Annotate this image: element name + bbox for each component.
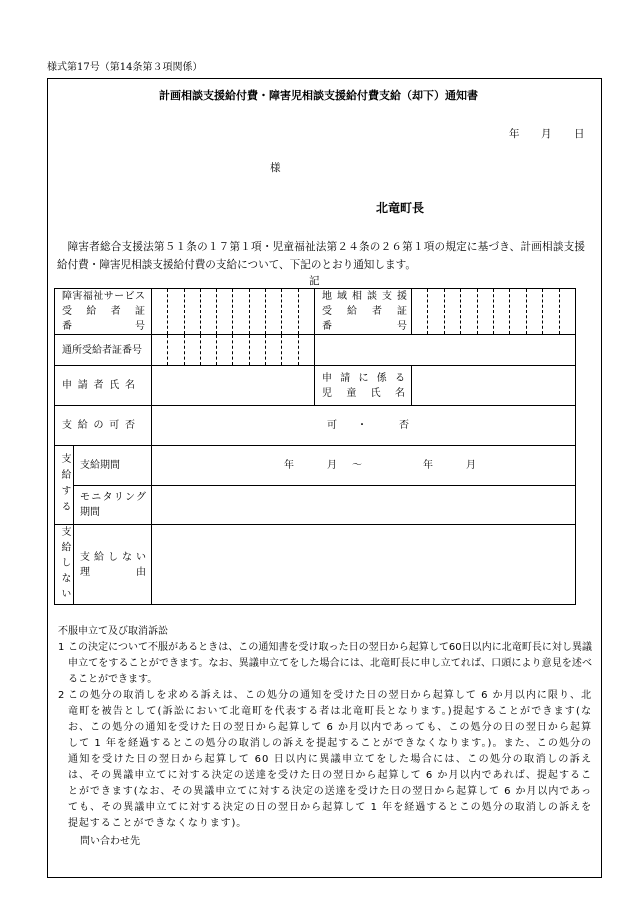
- digit-box: [201, 289, 217, 334]
- deny-group-cell: [55, 525, 74, 604]
- approval-no: 否: [399, 420, 409, 431]
- note-number: 1: [58, 642, 65, 653]
- community-cert-label-line: 地域相談支援: [322, 291, 407, 302]
- blank-cell: [315, 335, 575, 366]
- notice-body: 障害者総合支援法第５１条の１７第１項・児童福祉法第２４条の２６第１項の規定に基づき、計画相談支援給付費・障害児相談支援給付費の支給について、下記のとおり通知します。: [57, 241, 585, 271]
- service-cert-label-line: 番号: [62, 321, 145, 332]
- digit-box: [299, 289, 314, 334]
- community-cert-number-boxes: [412, 289, 575, 335]
- service-cert-label-cell: [55, 289, 152, 335]
- grant-group-label: 支給する: [59, 453, 70, 517]
- monitoring-label-cell: [74, 486, 152, 525]
- community-cert-label-cell: [315, 289, 412, 335]
- period-from-year: 年: [284, 460, 294, 471]
- details-table: [54, 288, 576, 605]
- ki-marker: 記: [309, 275, 320, 287]
- approval-label: 支給の可否: [62, 420, 135, 431]
- notes-heading: 不服申立て及び取消訴訟: [58, 626, 168, 637]
- digit-box: [152, 289, 168, 334]
- digit-box: [217, 289, 233, 334]
- child-label-cell: [315, 366, 412, 406]
- deny-group-label: 支給しない: [59, 525, 70, 604]
- digit-box: [428, 289, 444, 334]
- digit-box: [185, 289, 201, 334]
- digit-box: [494, 289, 510, 334]
- form-number: 様式第17号（第14条第３項関係）: [47, 62, 203, 73]
- service-cert-label-line: 障害福祉サービス: [62, 291, 145, 302]
- period-value-cell: [152, 446, 575, 486]
- appeal-notes: [58, 624, 592, 850]
- note-item: [58, 688, 592, 832]
- digit-box: [233, 335, 249, 365]
- community-cert-label-line: 番号: [322, 321, 407, 332]
- inquiry-label: 問い合わせ先: [80, 836, 140, 847]
- note-item: [58, 640, 592, 688]
- period-label-cell: [74, 446, 152, 486]
- deny-reason-label-line: 支給しない: [80, 551, 146, 563]
- digit-box: [282, 289, 298, 334]
- deny-reason-label-cell: [74, 525, 152, 604]
- approval-label-cell: [55, 406, 152, 446]
- approval-separator: ・: [357, 420, 367, 431]
- period-label: 支給期間: [80, 460, 120, 471]
- digit-box: [461, 289, 477, 334]
- digit-box: [266, 335, 282, 365]
- issuer-name: 北竜町長: [376, 201, 425, 215]
- digit-box: [412, 289, 428, 334]
- service-cert-label-line: 受給者証: [62, 306, 145, 317]
- digit-box: [168, 335, 184, 365]
- digit-box: [266, 289, 282, 334]
- digit-box: [543, 289, 559, 334]
- addressee-suffix: 様: [270, 162, 281, 174]
- applicant-name-value: [152, 366, 315, 406]
- applicant-label-cell: [55, 366, 152, 406]
- digit-box: [217, 335, 233, 365]
- period-to-month: 月: [466, 460, 476, 471]
- digit-box: [185, 335, 201, 365]
- community-cert-label-line: 受給者証: [322, 306, 407, 317]
- digit-box: [233, 289, 249, 334]
- digit-box: [445, 289, 461, 334]
- digit-box: [299, 335, 314, 365]
- service-cert-number-boxes: [152, 289, 315, 335]
- digit-box: [168, 289, 184, 334]
- date-month: 月: [541, 128, 552, 140]
- monitoring-label-line: モニタリング: [80, 492, 146, 503]
- child-name-value: [412, 366, 575, 406]
- digit-box: [152, 335, 168, 365]
- approval-yes: 可: [327, 420, 337, 431]
- digit-box: [250, 335, 266, 365]
- approval-value-cell: [152, 406, 575, 446]
- digit-box: [527, 289, 543, 334]
- note-text: この処分の取消しを求める訴えは、この処分の通知を受けた日の翌日から起算して 6 か月以内に限り、北竜町を被告として(訴訟において北竜町を代表する者は北竜町長となります。)提起することができます(なお、この処分の通知を受けた日の翌日から起算して 6 か月以内であっても、この処分の日の翌日から起算して 1 年を経過するとこの処分の取消しの訴えを提起することができなくなります。)。また、この処分の通知を受けた日の翌日から起算して 60 日以内に異議申立てをした場合には、この処分の取消しの訴えは、その異議申立てに対する決定の送達を受けた日の翌日から起算して 6 か月以内であれば、提起することができます(なお、その異議申立てに対する決定の送達を受けた日の翌日から起算して 6 か月以内であっても、その異議申立てに対する決定の日の翌日から起算して 1 年を経過するとこの処分の取消しの訴えを提起することができなくなります)。: [68, 690, 592, 829]
- child-label-line: 申請に係る: [322, 372, 405, 384]
- applicant-label: 申請者氏名: [62, 380, 135, 391]
- digit-box: [282, 335, 298, 365]
- grant-group-cell: [55, 446, 74, 525]
- date-year: 年: [509, 128, 520, 140]
- note-number: 2: [58, 690, 65, 701]
- tsusho-cert-number-boxes: [152, 335, 315, 366]
- period-from-month: 月: [327, 460, 337, 471]
- note-text: この決定について不服があるときは、この通知書を受け取った日の翌日から起算して60日以内に北竜町長に対し異議申立てをすることができます。なお、異議申立てをした場合には、北竜町長に申し立てれば、口頭により意見を述べることができます。: [68, 642, 592, 685]
- tsusho-cert-label: 通所受給者証番号: [62, 344, 142, 356]
- deny-reason-value-cell: [152, 525, 575, 604]
- document-title: 計画相談支援給付費・障害児相談支援給付費支給（却下）通知書: [159, 89, 478, 102]
- period-to-year: 年: [423, 460, 433, 471]
- monitoring-label-line: 期間: [80, 507, 100, 518]
- digit-box: [478, 289, 494, 334]
- period-tilde: ～: [352, 460, 362, 471]
- digit-box: [560, 289, 575, 334]
- monitoring-value-cell: [152, 486, 575, 525]
- digit-box: [250, 289, 266, 334]
- date-day: 日: [574, 128, 585, 140]
- digit-box: [201, 335, 217, 365]
- digit-box: [510, 289, 526, 334]
- tsusho-cert-label-cell: [55, 335, 152, 366]
- child-label-line: 児童氏名: [322, 387, 405, 399]
- deny-reason-label-line: 理由: [80, 566, 146, 578]
